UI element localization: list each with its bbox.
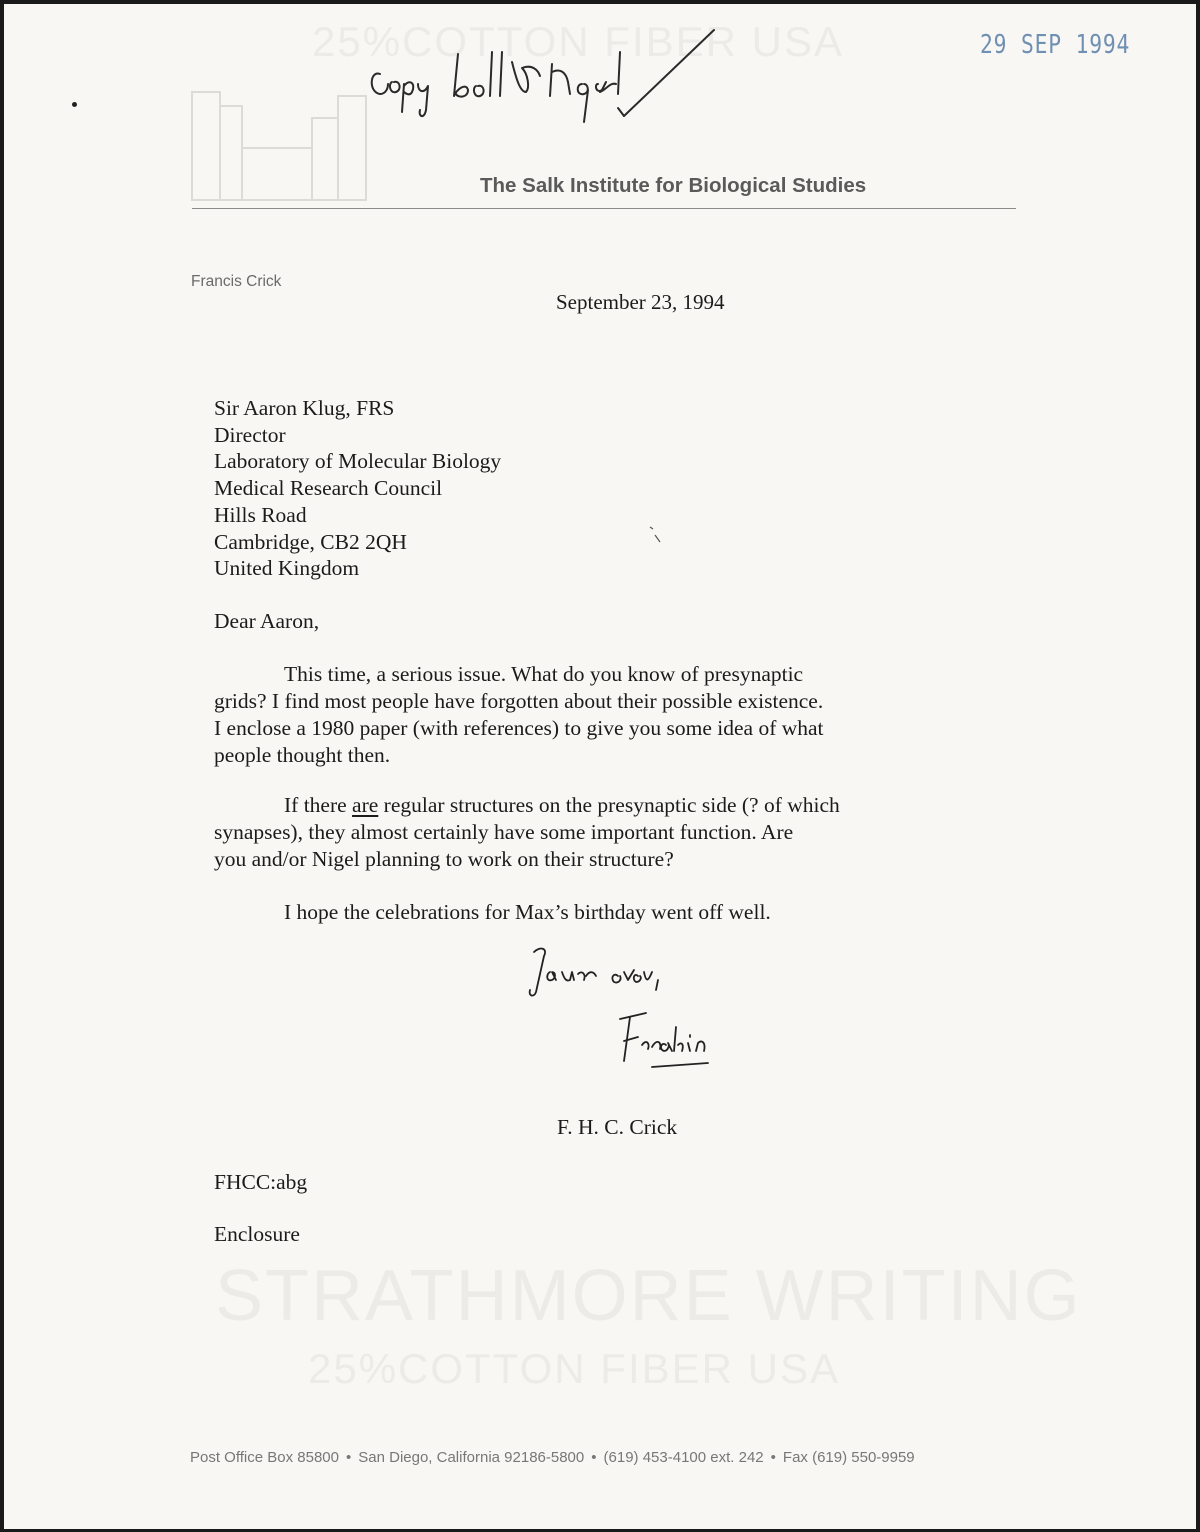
paper-watermark-top: 25%COTTON FIBER USA bbox=[312, 18, 844, 65]
stray-pen-mark bbox=[648, 525, 662, 545]
salk-institute-logo bbox=[190, 88, 370, 203]
salutation: Dear Aaron, bbox=[214, 609, 320, 633]
footer-city: San Diego, California 92186-5800 bbox=[358, 1449, 585, 1466]
paragraph-regular-structures bbox=[214, 792, 974, 873]
text-run: regular structures on the presynaptic side (? of which bbox=[378, 793, 840, 817]
paragraph-line: This time, a serious issue. What do you know of presynaptic bbox=[284, 662, 804, 686]
letter-date: September 23, 1994 bbox=[556, 290, 725, 314]
address-line: Medical Research Council bbox=[214, 476, 443, 501]
handwritten-signature bbox=[612, 1005, 737, 1075]
text-run: If there bbox=[284, 793, 353, 817]
signer-name: F. H. C. Crick bbox=[557, 1115, 678, 1139]
paragraph-celebrations bbox=[214, 899, 974, 926]
institution-name: The Salk Institute for Biological Studies bbox=[480, 174, 867, 197]
scan-border-left bbox=[0, 0, 4, 1532]
letterhead-rule bbox=[192, 208, 1016, 209]
underlined-word: are bbox=[352, 793, 379, 817]
received-date-stamp: 29 SEP 1994 bbox=[980, 30, 1131, 60]
address-line: Laboratory of Molecular Biology bbox=[214, 449, 502, 474]
paragraph-presynaptic-grids bbox=[214, 661, 974, 769]
ink-dot bbox=[72, 102, 77, 107]
scan-border-top bbox=[0, 0, 1200, 4]
handwritten-note-copy-to-nigel bbox=[362, 12, 722, 132]
footer-separator: • bbox=[591, 1449, 597, 1466]
paragraph-line: you and/or Nigel planning to work on their structure? bbox=[214, 847, 674, 871]
footer-separator: • bbox=[345, 1449, 352, 1466]
letterhead-footer bbox=[190, 1449, 915, 1466]
paragraph-line: synapses), they almost certainly have some important function. Are bbox=[214, 820, 794, 844]
footer-phone: (619) 453-4100 ext. 242 bbox=[603, 1449, 764, 1466]
address-line: Cambridge, CB2 2QH bbox=[214, 529, 407, 554]
address-line: Sir Aaron Klug, FRS bbox=[214, 396, 395, 420]
paragraph-line: I enclose a 1980 paper (with references) to give you some idea of what bbox=[214, 716, 824, 740]
footer-separator: • bbox=[770, 1449, 776, 1466]
paper-watermark-bottom: 25%COTTON FIBER USA bbox=[308, 1345, 840, 1392]
footer-address: Post Office Box 85800 bbox=[190, 1449, 339, 1466]
scan-border-right bbox=[1196, 0, 1200, 1532]
recipient-address bbox=[214, 395, 501, 582]
typist-initials: FHCC:abg bbox=[214, 1170, 308, 1194]
address-line: Hills Road bbox=[214, 502, 307, 527]
footer-fax: Fax (619) 550-9959 bbox=[782, 1449, 915, 1466]
address-line: United Kingdom bbox=[214, 556, 360, 581]
paragraph-line: grids? I find most people have forgotten about their possible existence. bbox=[214, 689, 824, 713]
sender-name: Francis Crick bbox=[191, 273, 282, 290]
enclosure-note: Enclosure bbox=[214, 1222, 300, 1246]
paragraph-line bbox=[214, 792, 974, 819]
address-line: Director bbox=[214, 422, 286, 447]
handwritten-closing-yours-ever bbox=[526, 942, 696, 1002]
paragraph-line: I hope the celebrations for Max’s birthday went off well. bbox=[284, 900, 771, 924]
paragraph-line: people thought then. bbox=[214, 743, 391, 767]
paper-watermark-brand: STRATHMORE WRITING bbox=[215, 1256, 1082, 1336]
